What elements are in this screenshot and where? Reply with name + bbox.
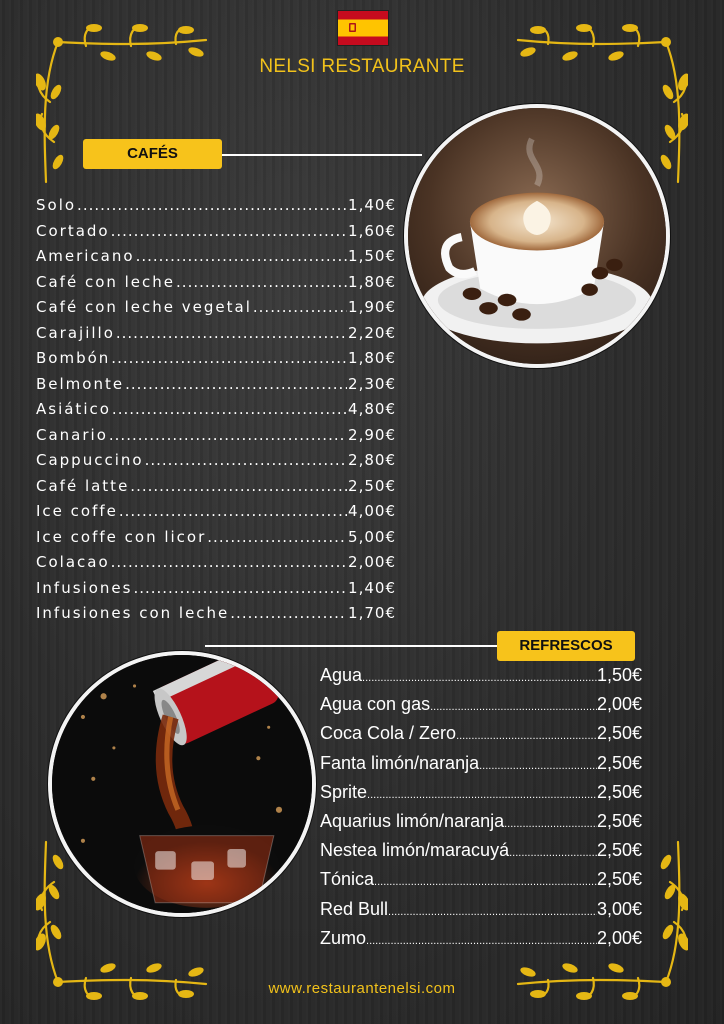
- item-name: Agua: [320, 665, 363, 685]
- menu-item: [36, 298, 396, 324]
- menu-item: [320, 840, 642, 869]
- item-name: Infusiones con leche: [36, 604, 230, 622]
- item-name: Canario: [36, 425, 108, 444]
- item-price: 2,00€: [596, 927, 642, 948]
- menu-item: [320, 899, 642, 928]
- item-name: Café con leche: [36, 272, 176, 291]
- item-price: 2,90€: [348, 425, 396, 444]
- item-price: 2,20€: [348, 323, 396, 342]
- menu-item: [36, 528, 396, 554]
- divider-line: [205, 645, 497, 647]
- cafes-list: [36, 196, 396, 630]
- item-price: 1,40€: [348, 578, 396, 597]
- item-name: Aquarius limón/naranja: [320, 810, 505, 831]
- item-price: 4,00€: [348, 502, 396, 520]
- cafes-section-title: CAFÉS: [83, 139, 222, 169]
- item-price: 2,30€: [348, 374, 396, 393]
- item-name: Fanta limón/naranja: [320, 752, 480, 773]
- item-price: 2,50€: [596, 869, 642, 890]
- menu-item: [36, 375, 396, 401]
- item-name: Belmonte: [36, 374, 125, 393]
- item-name: Bombón: [36, 349, 111, 367]
- item-name: Americano: [36, 247, 135, 265]
- website-link[interactable]: www.restaurantenelsi.com: [268, 980, 456, 997]
- item-price: 2,50€: [596, 723, 642, 744]
- refrescos-list: [320, 665, 642, 957]
- item-name: Ice coffe: [36, 502, 118, 520]
- item-price: 3,00€: [596, 898, 642, 919]
- menu-item: [320, 869, 642, 898]
- item-price: 1,80€: [348, 272, 396, 291]
- soda-can-pour-photo: [48, 651, 316, 917]
- item-name: Infusiones: [36, 578, 133, 597]
- item-price: 1,40€: [348, 196, 396, 214]
- refrescos-section-title: REFRESCOS: [497, 631, 635, 661]
- item-price: 2,50€: [596, 840, 642, 861]
- menu-item: [36, 426, 396, 452]
- menu-item: [36, 579, 396, 605]
- item-price: 1,80€: [348, 349, 396, 367]
- item-price: 1,50€: [596, 665, 642, 685]
- item-price: 4,80€: [348, 400, 396, 418]
- item-name: Colacao: [36, 553, 110, 571]
- item-name: Asiático: [36, 400, 111, 418]
- item-name: Sprite: [320, 781, 368, 802]
- item-name: Cappuccino: [36, 451, 144, 469]
- item-name: Café latte: [36, 476, 130, 495]
- item-name: Ice coffe con licor: [36, 527, 207, 546]
- menu-item: [36, 400, 396, 426]
- item-price: 2,50€: [596, 781, 642, 802]
- menu-item: [320, 782, 642, 811]
- spain-flag-icon: [337, 10, 389, 46]
- item-name: Solo: [36, 196, 77, 214]
- item-name: Red Bull: [320, 898, 389, 919]
- item-price: 1,70€: [348, 604, 396, 622]
- menu-item: [320, 694, 642, 723]
- menu-item: [36, 502, 396, 528]
- item-price: 2,50€: [596, 752, 642, 773]
- item-name: Coca Cola / Zero: [320, 723, 457, 744]
- item-price: 1,60€: [348, 221, 396, 240]
- restaurant-name: NELSI RESTAURANTE: [259, 56, 465, 77]
- item-price: 2,50€: [348, 476, 396, 495]
- menu-item: [36, 196, 396, 222]
- item-name: Carajillo: [36, 323, 115, 342]
- menu-item: [320, 665, 642, 694]
- item-name: Agua con gas: [320, 694, 431, 715]
- menu-item: [320, 753, 642, 782]
- item-price: 2,00€: [596, 694, 642, 715]
- item-price: 2,00€: [348, 553, 396, 571]
- item-price: 2,80€: [348, 451, 396, 469]
- menu-item: [36, 604, 396, 630]
- menu-item: [320, 723, 642, 752]
- menu-item: [36, 349, 396, 375]
- menu-item: [36, 247, 396, 273]
- item-price: 1,90€: [348, 298, 396, 316]
- item-name: Cortado: [36, 221, 110, 240]
- menu-item: [36, 324, 396, 350]
- item-name: Nestea limón/maracuyá: [320, 840, 510, 861]
- item-price: 1,50€: [348, 247, 396, 265]
- item-name: Zumo: [320, 927, 367, 948]
- menu-item: [320, 811, 642, 840]
- coffee-cup-photo: [404, 104, 670, 368]
- item-price: 2,50€: [596, 810, 642, 831]
- menu-item: [320, 928, 642, 957]
- item-name: Tónica: [320, 869, 375, 890]
- divider-line: [222, 154, 422, 156]
- menu-item: [36, 273, 396, 299]
- item-name: Café con leche vegetal: [36, 298, 252, 316]
- menu-item: [36, 553, 396, 579]
- menu-item: [36, 451, 396, 477]
- item-price: 5,00€: [348, 527, 396, 546]
- menu-item: [36, 477, 396, 503]
- menu-item: [36, 222, 396, 248]
